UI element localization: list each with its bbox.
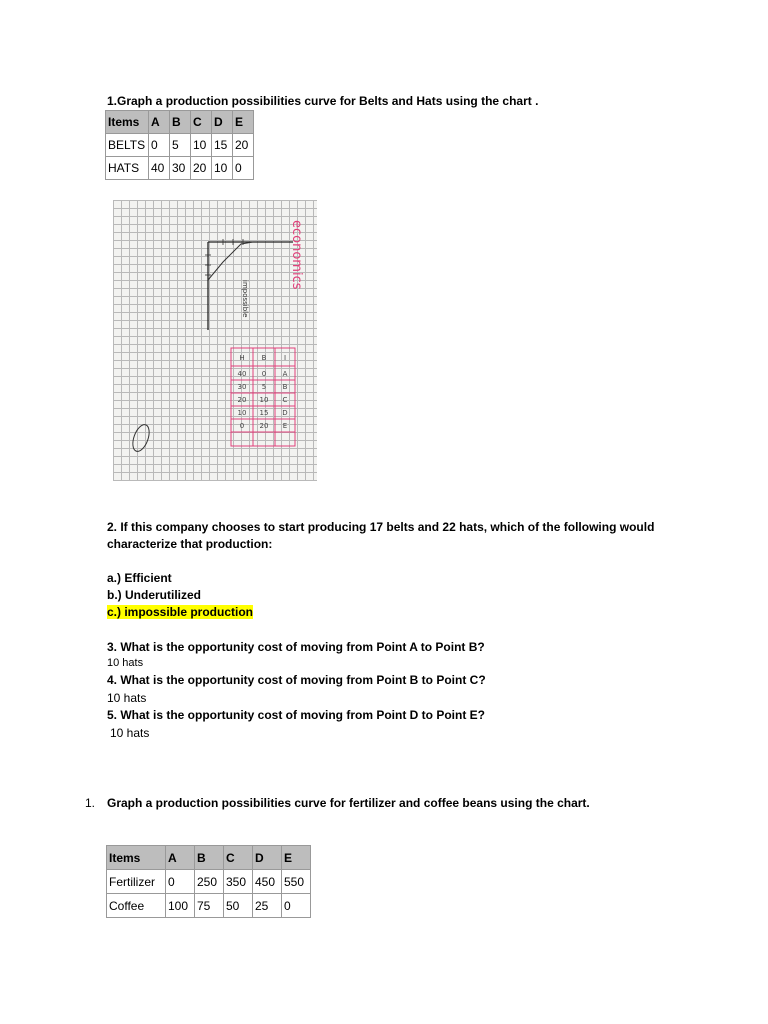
pink-cell: 20	[237, 396, 247, 404]
table-cell: Coffee	[107, 894, 166, 918]
graph-drawing	[113, 200, 317, 481]
table-cell: D	[212, 111, 233, 134]
table-cell: 50	[224, 894, 253, 918]
table-cell: B	[170, 111, 191, 134]
table-cell: 10	[191, 134, 212, 157]
pink-cell: 40	[237, 370, 247, 378]
pink-cell: 0	[239, 422, 245, 430]
pink-cell: 5	[261, 383, 267, 391]
table-cell: C	[191, 111, 212, 134]
section-2-question: Graph a production possibilities curve for fertilizer and coffee beans using the chart.	[107, 796, 590, 810]
table-cell: A	[166, 846, 195, 870]
table-cell: 20	[233, 134, 254, 157]
question-1: 1.Graph a production possibilities curve for Belts and Hats using the chart .	[107, 94, 539, 108]
section-2-number: 1.	[85, 796, 96, 810]
table-cell: 5	[170, 134, 191, 157]
table-cell: 0	[149, 134, 170, 157]
table-cell: Items	[107, 846, 166, 870]
answer-3: 10 hats	[107, 657, 144, 669]
table-cell: 40	[149, 157, 170, 180]
table-header-row	[106, 111, 254, 134]
question-4: 4. What is the opportunity cost of moving from Point B to Point C?	[107, 673, 486, 687]
question-3: 3. What is the opportunity cost of moving from Point A to Point B?	[107, 640, 485, 654]
table-row	[106, 134, 254, 157]
question-5: 5. What is the opportunity cost of moving from Point D to Point E?	[107, 708, 485, 722]
pink-cell: I	[283, 354, 287, 362]
pink-cell: 10	[237, 409, 247, 417]
table-cell: 0	[166, 870, 195, 894]
table-header-row	[107, 846, 311, 870]
table-cell: 250	[195, 870, 224, 894]
answer-5: 10 hats	[110, 726, 150, 740]
pink-cell: 15	[259, 409, 269, 417]
table-cell: BELTS	[106, 134, 149, 157]
pink-cell: 30	[237, 383, 247, 391]
table-cell: 25	[253, 894, 282, 918]
fertilizer-coffee-table	[106, 845, 311, 918]
table-cell: 100	[166, 894, 195, 918]
pink-cell: D	[282, 409, 288, 417]
pink-cell: 10	[259, 396, 269, 404]
pink-cell: A	[282, 370, 288, 378]
table-cell: 350	[224, 870, 253, 894]
table-cell: 30	[170, 157, 191, 180]
table-cell: 10	[212, 157, 233, 180]
table-cell: 20	[191, 157, 212, 180]
table-cell: Fertilizer	[107, 870, 166, 894]
option-c-highlighted: c.) impossible production	[107, 605, 254, 619]
option-b: b.) Underutilized	[107, 588, 201, 602]
table-cell: 15	[212, 134, 233, 157]
table-cell: C	[224, 846, 253, 870]
curve-label: impossible	[241, 280, 249, 318]
belts-hats-table	[105, 110, 254, 180]
option-a: a.) Efficient	[107, 571, 172, 585]
table-cell: 450	[253, 870, 282, 894]
table-row	[107, 870, 311, 894]
pink-cell: H	[239, 354, 245, 362]
answer-4: 10 hats	[107, 691, 147, 705]
question-2: 2. If this company chooses to start producing 17 belts and 22 hats, which of the following would characterize that production:	[107, 520, 655, 551]
table-cell: E	[282, 846, 311, 870]
table-cell: 0	[282, 894, 311, 918]
table-row	[107, 894, 311, 918]
table-row	[106, 157, 254, 180]
table-cell: 75	[195, 894, 224, 918]
table-cell: 0	[233, 157, 254, 180]
table-cell: B	[195, 846, 224, 870]
photo-title: economics	[289, 220, 304, 290]
handwritten-graph-photo	[113, 200, 317, 481]
table-cell: A	[149, 111, 170, 134]
table-cell: D	[253, 846, 282, 870]
table-cell: 550	[282, 870, 311, 894]
table-cell: HATS	[106, 157, 149, 180]
pink-cell: B	[282, 383, 288, 391]
pink-cell: 20	[259, 422, 269, 430]
pink-cell: E	[282, 422, 288, 430]
table-cell: E	[233, 111, 254, 134]
pink-cell: C	[282, 396, 288, 404]
scribble	[130, 422, 153, 453]
pink-cell: 0	[261, 370, 267, 378]
table-cell: Items	[106, 111, 149, 134]
pink-cell: B	[261, 354, 267, 362]
